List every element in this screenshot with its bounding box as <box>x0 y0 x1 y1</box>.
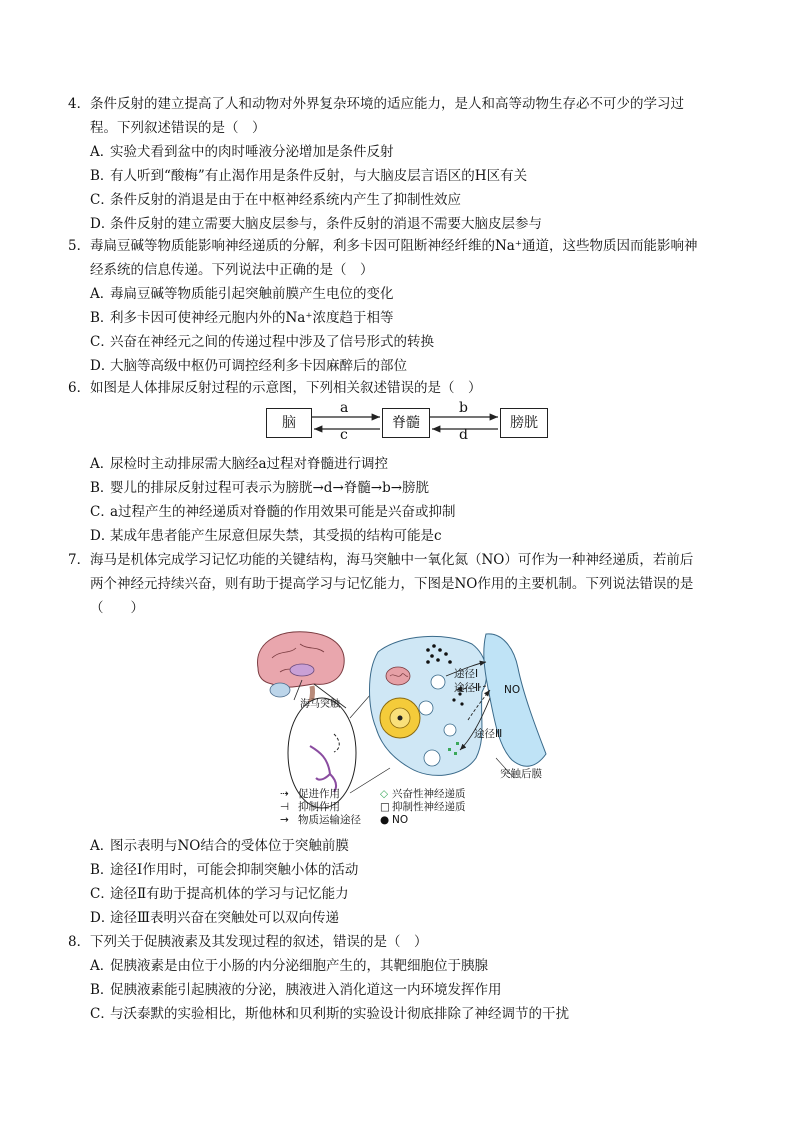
legend-transport: → 物质运输途径 <box>280 814 361 826</box>
option-text: 途径Ⅲ表明兴奋在突触处可以双向传递 <box>110 910 340 926</box>
option-a[interactable] <box>68 452 728 476</box>
question-6-options <box>68 452 728 548</box>
question-number: 6． <box>68 380 91 396</box>
option-label: C． <box>90 1006 114 1022</box>
option-label: A． <box>90 144 114 160</box>
option-label: B． <box>90 480 114 496</box>
stem-text: 毒扁豆碱等物质能影响神经递质的分解，利多卡因可阻断神经纤维的Na⁺通道，这些物质因而能影响神 <box>90 238 698 254</box>
option-label: D． <box>90 216 115 232</box>
stem-text: 下列关于促胰液素及其发现过程的叙述，错误的是（ ） <box>90 934 428 950</box>
brain-box: 脑 <box>266 408 312 438</box>
question-5 <box>68 234 728 378</box>
option-label: B． <box>90 862 114 878</box>
question-5-stem <box>68 234 728 258</box>
question-8-stem <box>68 930 728 954</box>
option-text: 图示表明与NO结合的受体位于突触前膜 <box>110 838 349 854</box>
stem-continuation: 程。下列叙述错误的是（ ） <box>90 120 266 136</box>
option-b[interactable] <box>68 476 728 500</box>
option-label: A． <box>90 838 114 854</box>
label-c: c <box>340 427 348 443</box>
label-a: a <box>340 400 349 416</box>
bladder-box: 膀胱 <box>500 408 548 438</box>
question-7 <box>68 548 728 620</box>
option-label: C． <box>90 886 114 902</box>
option-text: 途径Ⅱ有助于提高机体的学习与记忆能力 <box>110 886 349 902</box>
stem-continuation: （ ） <box>90 600 144 616</box>
no-mechanism-figure <box>250 628 550 826</box>
option-label: A． <box>90 286 114 302</box>
option-a[interactable] <box>68 282 728 306</box>
option-b[interactable] <box>68 858 728 882</box>
question-4 <box>68 92 728 236</box>
question-8 <box>68 930 728 1026</box>
legend-right <box>380 788 466 827</box>
option-text: 兴奋在神经元之间的传递过程中涉及了信号形式的转换 <box>110 334 434 350</box>
option-label: D． <box>90 528 115 544</box>
postsynaptic-label: 突触后膜 <box>500 768 542 780</box>
question-4-stem <box>68 92 728 116</box>
option-text: 促胰液素能引起胰液的分泌，胰液进入消化道这一内环境发挥作用 <box>110 982 502 998</box>
option-b[interactable] <box>68 306 728 330</box>
option-label: D． <box>90 358 115 374</box>
option-label: A． <box>90 958 114 974</box>
legend-excitatory: ◇ 兴奋性神经递质 <box>380 788 466 800</box>
option-text: 某成年患者能产生尿意但尿失禁，其受损的结构可能是c <box>110 528 442 544</box>
option-c[interactable] <box>68 188 728 212</box>
option-text: 有人听到“酸梅”有止渴作用是条件反射，与大脑皮层言语区的H区有关 <box>110 168 528 184</box>
option-text: 毒扁豆碱等物质能引起突触前膜产生电位的变化 <box>110 286 394 302</box>
option-label: B． <box>90 310 114 326</box>
legend-left <box>280 788 361 827</box>
question-number: 4． <box>68 96 91 112</box>
option-a[interactable] <box>68 834 728 858</box>
path-3-label: 途径Ⅲ <box>474 728 503 740</box>
option-text: 尿检时主动排尿需大脑经a过程对脊髓进行调控 <box>110 456 389 472</box>
question-6-stem <box>68 376 728 400</box>
stem-continuation: 两个神经元持续兴奋，则有助于提高学习与记忆能力，下图是NO作用的主要机制。下列说法错误的是 <box>90 576 694 592</box>
hippocampus-label: 海马突触 <box>300 699 340 710</box>
path-2-label: 途径Ⅱ <box>454 682 481 694</box>
question-6 <box>68 376 728 400</box>
option-d[interactable] <box>68 906 728 930</box>
option-text: 促胰液素是由位于小肠的内分泌细胞产生的，其靶细胞位于胰腺 <box>110 958 488 974</box>
option-text: 条件反射的建立需要大脑皮层参与，条件反射的消退不需要大脑皮层参与 <box>110 216 542 232</box>
urination-reflex-diagram <box>266 400 548 443</box>
legend-no: ● NO <box>380 814 409 826</box>
option-text: 条件反射的消退是由于在中枢神经系统内产生了抑制性效应 <box>110 192 461 208</box>
legend-promote: ⇢ 促进作用 <box>280 788 340 800</box>
option-text: 利多卡因可使神经元胞内外的Na⁺浓度趋于相等 <box>110 310 394 326</box>
option-text: 途径Ⅰ作用时，可能会抑制突触小体的活动 <box>110 862 359 878</box>
stem-text: 如图是人体排尿反射过程的示意图，下列相关叙述错误的是（ ） <box>90 380 482 396</box>
question-number: 8． <box>68 934 91 950</box>
option-b[interactable] <box>68 978 728 1002</box>
legend-inhibit: ⊣ 抑制作用 <box>280 801 340 813</box>
spinal-cord-box: 脊髓 <box>382 408 430 438</box>
question-number: 5． <box>68 238 91 254</box>
option-text: a过程产生的神经递质对脊髓的作用效果可能是兴奋或抑制 <box>110 504 456 520</box>
path-1-label: 途径Ⅰ <box>454 668 479 680</box>
diagram-arrows <box>266 408 548 442</box>
option-d[interactable] <box>68 212 728 236</box>
stem-continuation: 经系统的信息传递。下列说法中正确的是（ ） <box>90 262 374 278</box>
question-7-options <box>68 834 728 930</box>
question-number: 7． <box>68 552 91 568</box>
question-7-stem <box>68 548 728 572</box>
option-d[interactable] <box>68 524 728 548</box>
option-c[interactable] <box>68 330 728 354</box>
option-label: C． <box>90 192 114 208</box>
option-text: 与沃泰默的实验相比，斯他林和贝利斯的实验设计彻底排除了神经调节的干扰 <box>110 1006 569 1022</box>
option-d[interactable] <box>68 354 728 378</box>
option-c[interactable] <box>68 1002 728 1026</box>
legend-inhibitory: □ 抑制性神经递质 <box>380 801 466 813</box>
option-label: B． <box>90 168 114 184</box>
option-c[interactable] <box>68 500 728 524</box>
stem-text: 条件反射的建立提高了人和动物对外界复杂环境的适应能力，是人和高等动物生存必不可少的学习过 <box>90 96 684 112</box>
no-label: NO <box>504 684 521 696</box>
option-text: 实验犬看到盆中的肉时唾液分泌增加是条件反射 <box>110 144 394 160</box>
option-text: 婴儿的排尿反射过程可表示为膀胱→d→脊髓→b→膀胱 <box>110 480 430 496</box>
option-label: C． <box>90 334 114 350</box>
option-b[interactable] <box>68 164 728 188</box>
option-label: B． <box>90 982 114 998</box>
label-d: d <box>459 427 468 443</box>
option-c[interactable] <box>68 882 728 906</box>
option-label: C． <box>90 504 114 520</box>
option-a[interactable] <box>68 140 728 164</box>
stem-text: 海马是机体完成学习记忆功能的关键结构，海马突触中一氧化氮（NO）可作为一种神经递质，若前后 <box>90 552 694 568</box>
option-label: A． <box>90 456 114 472</box>
option-a[interactable] <box>68 954 728 978</box>
option-text: 大脑等高级中枢仍可调控经利多卡因麻醉后的部位 <box>110 358 407 374</box>
label-b: b <box>459 400 468 416</box>
option-label: D． <box>90 910 115 926</box>
